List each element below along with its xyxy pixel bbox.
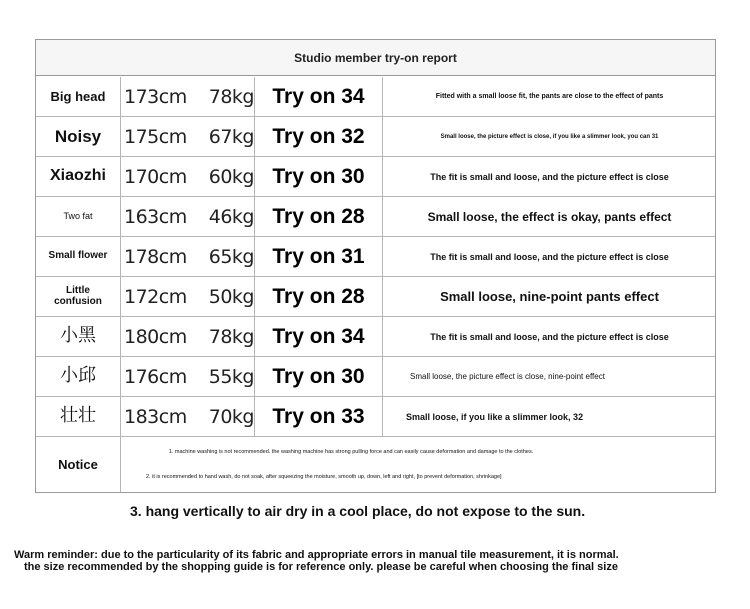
member-weight: 50kg — [201, 277, 255, 316]
member-height: 173cm — [124, 85, 187, 108]
report-title: Studio member try-on report — [36, 40, 715, 76]
member-height: 180cm — [124, 325, 187, 348]
fit-note: The fit is small and loose, and the picture effect is close — [430, 251, 669, 262]
try-on-size: Try on 28 — [255, 277, 383, 316]
member-weight: 55kg — [201, 357, 255, 396]
table-row — [36, 157, 715, 197]
try-on-size: Try on 33 — [255, 397, 383, 436]
member-weight: 46kg — [201, 197, 255, 236]
notice-item-3: 3. hang vertically to air dry in a cool place, do not expose to the sun. — [130, 503, 586, 519]
try-on-size: Try on 32 — [255, 117, 383, 156]
fit-note: The fit is small and loose, and the picture effect is close — [430, 331, 669, 342]
member-height: 170cm — [124, 165, 187, 188]
member-name: Little confusion — [36, 277, 121, 316]
fit-note: Small loose, the picture effect is close, if you like a slimmer look, you can 31 — [440, 133, 659, 140]
member-weight: 65kg — [201, 237, 255, 276]
notice-section — [36, 436, 715, 492]
notice-label: Notice — [36, 436, 121, 492]
try-on-size: Try on 31 — [255, 237, 383, 276]
try-on-size: Try on 34 — [255, 317, 383, 356]
fit-note: Small loose, the picture effect is close, nine-point effect — [410, 372, 605, 381]
member-name: 壮壮 — [36, 397, 121, 436]
table-row — [36, 117, 715, 157]
try-on-size: Try on 34 — [255, 77, 383, 116]
fit-note: Small loose, the effect is okay, pants effect — [427, 209, 672, 224]
member-height: 176cm — [124, 365, 187, 388]
fit-note: The fit is small and loose, and the picture effect is close — [430, 171, 669, 182]
member-name: Xiaozhi — [36, 157, 121, 196]
member-weight: 70kg — [201, 397, 255, 436]
table-row — [36, 237, 715, 277]
member-name: Big head — [36, 77, 121, 116]
member-height: 163cm — [124, 205, 187, 228]
notice-item-1: 1. machine washing is not recommended. the washing machine has strong pulling force and can easily cause deformation and damage to the clothes. — [168, 449, 534, 455]
table-row — [36, 277, 715, 317]
fit-note: Small loose, if you like a slimmer look, 32 — [406, 411, 584, 422]
reminder-line-2: the size recommended by the shopping guide is for reference only. please be careful when choosing the final size — [24, 561, 618, 574]
reminder-line-1: Warm reminder: due to the particularity of its fabric and appropriate errors in manual tile measurement, it is normal. — [14, 549, 619, 561]
member-height: 172cm — [124, 285, 187, 308]
member-height: 175cm — [124, 125, 187, 148]
table-row — [36, 397, 715, 437]
member-name: Two fat — [36, 197, 121, 236]
table-row — [36, 317, 715, 357]
member-weight: 78kg — [201, 317, 255, 356]
fit-note: Small loose, nine-point pants effect — [440, 289, 659, 304]
member-name: Small flower — [36, 237, 121, 276]
table-row — [36, 357, 715, 397]
member-height: 183cm — [124, 405, 187, 428]
table-row — [36, 77, 715, 117]
member-weight: 60kg — [201, 157, 255, 196]
notice-item-2: 2. it is recommended to hand wash, do not soak, after squeezing the moisture, smooth up, down, left and right, [to prevent deformation, shrinkage] — [146, 474, 502, 480]
member-name: 小黑 — [36, 317, 121, 356]
try-on-size: Try on 30 — [255, 357, 383, 396]
try-on-size: Try on 28 — [255, 197, 383, 236]
fit-note: Fitted with a small loose fit, the pants are close to the effect of pants — [435, 93, 664, 100]
try-on-size: Try on 30 — [255, 157, 383, 196]
warm-reminder — [14, 549, 654, 573]
member-weight: 78kg — [201, 77, 255, 116]
member-height: 178cm — [124, 245, 187, 268]
member-name: 小邱 — [36, 357, 121, 396]
try-on-report-table — [35, 39, 716, 493]
member-name: Noisy — [36, 117, 121, 156]
member-weight: 67kg — [201, 117, 255, 156]
table-row — [36, 197, 715, 237]
